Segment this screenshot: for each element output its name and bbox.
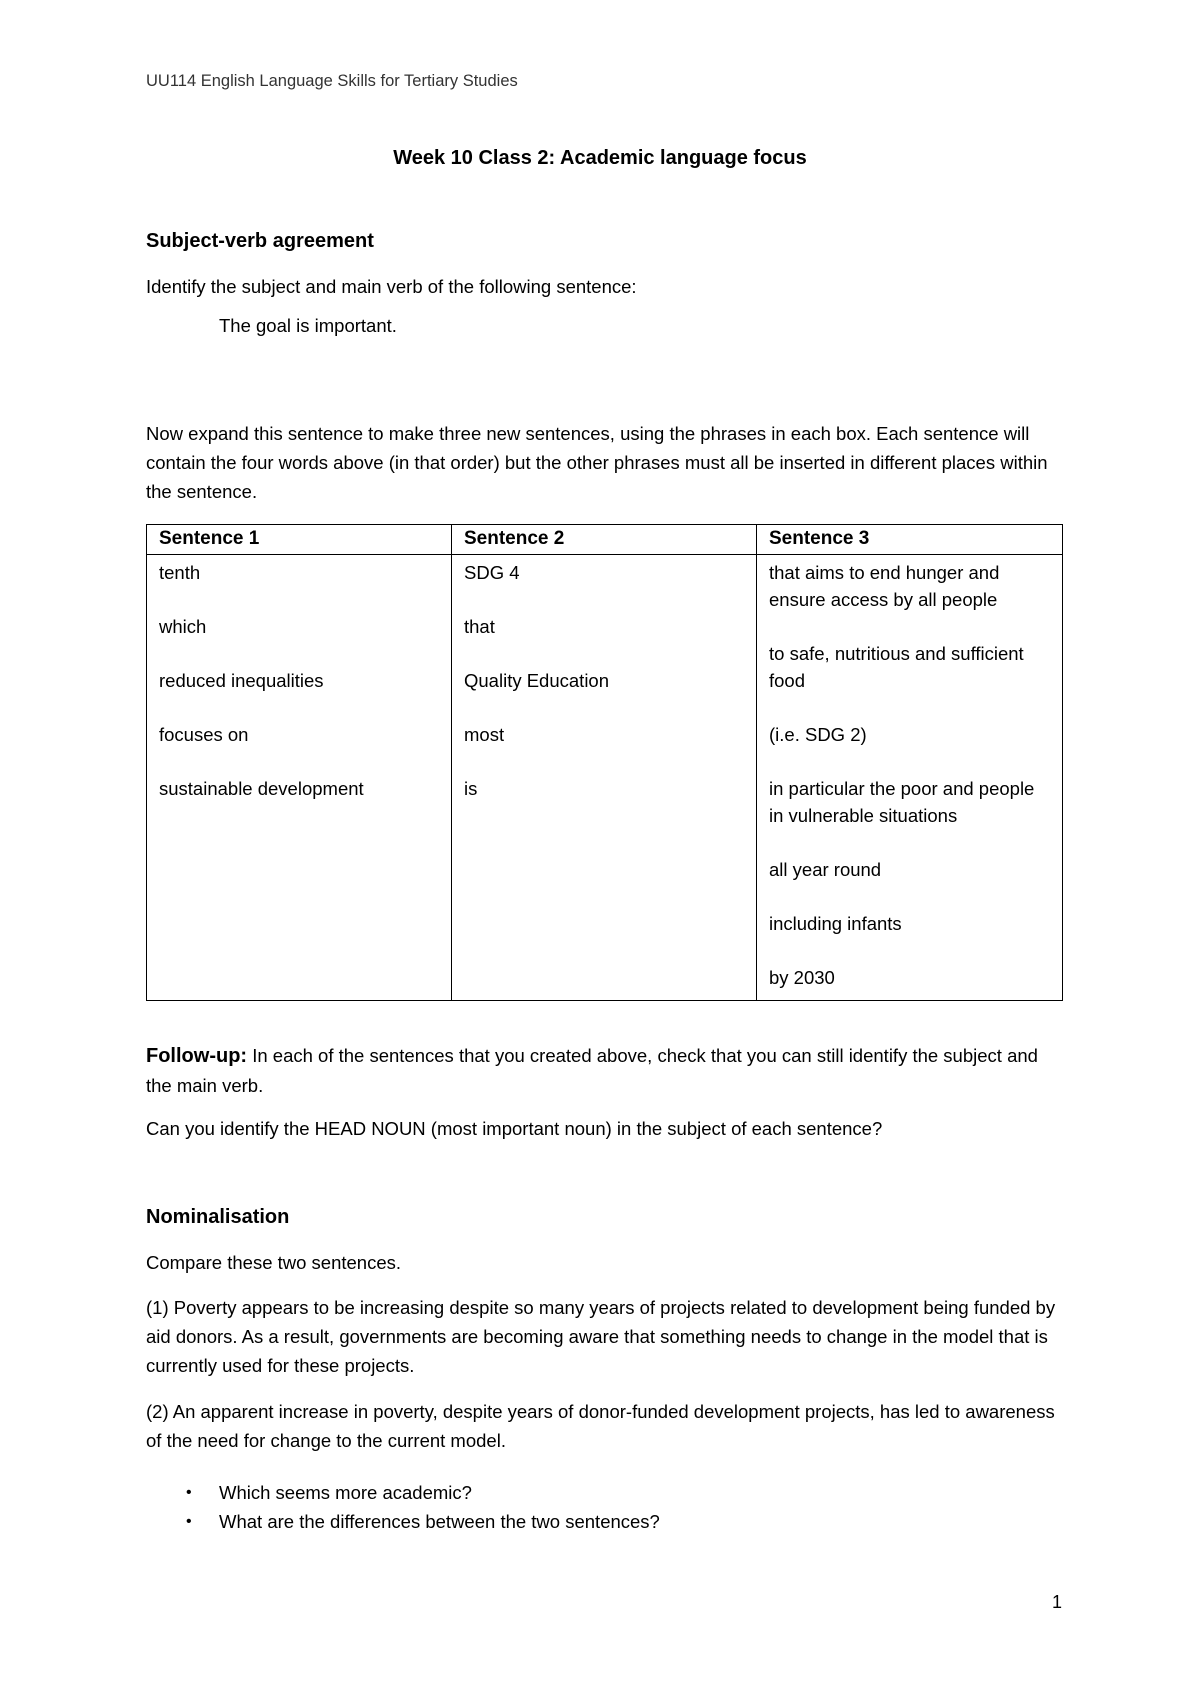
list-item <box>146 1507 660 1536</box>
phrase-item: Quality Education <box>464 670 610 691</box>
phrase-item: to safe, nutritious and sufficient food <box>769 643 1024 691</box>
phrase-item: SDG 4 <box>464 562 520 583</box>
table-header-cell: Sentence 1 <box>147 525 452 555</box>
phrase-item: (i.e. SDG 2) <box>769 724 867 745</box>
sentence1-phrases <box>147 555 452 1001</box>
phrases-table <box>146 524 1063 1001</box>
question-list <box>146 1478 660 1536</box>
question-text: What are the differences between the two sentences? <box>219 1511 660 1532</box>
phrase-item: including infants <box>769 913 902 934</box>
course-header: UU114 English Language Skills for Tertiary Studies <box>146 72 518 90</box>
bullet-icon: • <box>186 1513 192 1530</box>
page-title: Week 10 Class 2: Academic language focus <box>393 147 807 169</box>
followup-label: Follow-up: <box>146 1045 248 1067</box>
table-header-row <box>147 525 1063 555</box>
sentence3-phrases <box>757 555 1063 1001</box>
phrase-item: that aims to end hunger and ensure access by all people <box>769 562 1000 610</box>
phrase-item: all year round <box>769 859 882 880</box>
expand-instructions: Now expand this sentence to make three new sentences, using the phrases in each box. Each sentence will contain the four words above (in that order) but the other phrases must all be inserted in different places within the sentence. <box>146 423 1048 502</box>
followup-text: In each of the sentences that you created above, check that you can still identify the subject and the main verb. <box>146 1045 1038 1096</box>
sentence2-phrases <box>452 555 757 1001</box>
phrase-item: reduced inequalities <box>159 670 324 691</box>
table-header-cell: Sentence 2 <box>452 525 757 555</box>
example-sentence: The goal is important. <box>219 315 397 336</box>
sentence-one: (1) Poverty appears to be increasing despite so many years of projects related to development being funded by aid donors. As a result, governments are becoming aware that something needs to change in the model that is currently used for these projects. <box>146 1297 1056 1376</box>
sentence-two: (2) An apparent increase in poverty, despite years of donor-funded development projects, has led to awareness of the need for change to the current model. <box>146 1401 1055 1451</box>
page-number: 1 <box>1052 1592 1063 1612</box>
list-item <box>146 1478 660 1507</box>
phrase-item: in particular the poor and people in vulnerable situations <box>769 778 1035 826</box>
head-noun-question: Can you identify the HEAD NOUN (most important noun) in the subject of each sentence? <box>146 1118 883 1139</box>
section-heading-nominalisation: Nominalisation <box>146 1206 290 1228</box>
phrase-item: sustainable development <box>159 778 364 799</box>
phrase-item: by 2030 <box>769 967 835 988</box>
table-header-cell: Sentence 3 <box>757 525 1063 555</box>
phrase-item: is <box>464 778 478 799</box>
phrase-item: which <box>159 616 207 637</box>
question-text: Which seems more academic? <box>219 1482 472 1503</box>
phrase-item: most <box>464 724 505 745</box>
bullet-icon: • <box>186 1484 192 1501</box>
followup-paragraph <box>146 1041 1066 1100</box>
instruction-text: Identify the subject and main verb of the following sentence: <box>146 276 637 297</box>
phrase-item: tenth <box>159 562 201 583</box>
compare-text: Compare these two sentences. <box>146 1252 402 1273</box>
phrase-item: focuses on <box>159 724 249 745</box>
phrase-item: that <box>464 616 495 637</box>
section-heading-subject-verb: Subject-verb agreement <box>146 230 374 252</box>
table-row <box>147 555 1063 1001</box>
